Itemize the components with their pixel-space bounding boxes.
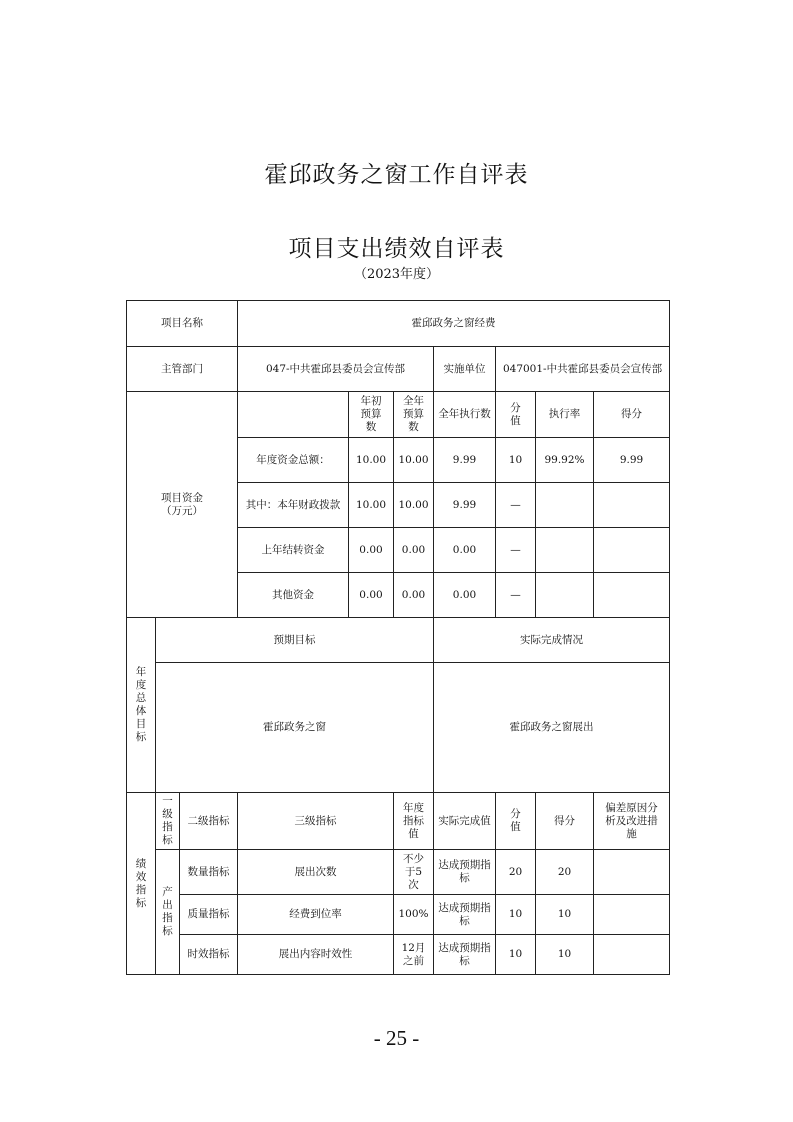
perf-indicator-label-text: 绩 效 指 标	[135, 857, 147, 909]
header-score-weight	[496, 392, 536, 438]
fund-row-full: 0.00	[394, 528, 434, 573]
actual-result-value: 霍邱政务之窗展出	[434, 663, 670, 793]
fund-row-name: 其他资金	[238, 573, 349, 618]
perf-row-actual	[434, 935, 496, 975]
page-number: - 25 -	[373, 1026, 420, 1050]
perf-row-target-text: 不少 于5 次	[403, 852, 424, 891]
perf-row-actual-text: 达成预期指 标	[438, 941, 491, 967]
table-row	[127, 850, 670, 895]
fund-row-weight: —	[496, 483, 536, 528]
header-rate: 执行率	[536, 392, 594, 438]
reason-header-text: 偏差原因分 析及改进措 施	[605, 801, 658, 840]
self-evaluation-table	[126, 300, 670, 975]
level3-header: 三级指标	[238, 793, 394, 850]
perf-row-actual	[434, 850, 496, 895]
perf-row-score: 10	[536, 935, 594, 975]
expected-goal-header: 预期目标	[156, 618, 434, 663]
fund-row-full: 10.00	[394, 483, 434, 528]
perf-row-actual	[434, 895, 496, 935]
table-row	[127, 895, 670, 935]
table-row	[127, 935, 670, 975]
header-initial-budget-text: 年初 预算 数	[360, 395, 382, 433]
fund-row-weight: —	[496, 573, 536, 618]
fund-row-initial: 10.00	[349, 483, 394, 528]
perf-row-weight: 10	[496, 935, 536, 975]
fund-row-exec: 9.99	[434, 483, 496, 528]
perf-row-level2: 质量指标	[180, 895, 238, 935]
document-title: 霍邱政务之窗工作自评表	[264, 162, 529, 188]
fund-row-exec: 9.99	[434, 438, 496, 483]
target-header-text: 年度 指标 值	[403, 801, 424, 840]
level1-header	[156, 793, 180, 850]
perf-indicator-label	[127, 793, 156, 975]
impl-value: 047001-中共霍邱县委员会宣传部	[496, 347, 670, 392]
fund-row-score: 9.99	[594, 438, 670, 483]
fund-row-exec: 0.00	[434, 573, 496, 618]
fund-row-score	[594, 483, 670, 528]
header-exec: 全年执行数	[434, 392, 496, 438]
fund-row-full: 0.00	[394, 573, 434, 618]
project-name-label: 项目名称	[127, 301, 238, 347]
dept-label: 主管部门	[127, 347, 238, 392]
fund-row-rate	[536, 573, 594, 618]
header-full-budget-text: 全年 预算 数	[403, 395, 424, 433]
fund-row-full: 10.00	[394, 438, 434, 483]
dept-value: 047-中共霍邱县委员会宣传部	[238, 347, 434, 392]
perf-row-level3: 经费到位率	[238, 895, 394, 935]
perf-row-actual-text: 达成预期指 标	[438, 901, 491, 927]
perf-row-reason	[594, 935, 670, 975]
fund-row-weight: —	[496, 528, 536, 573]
fund-row-rate	[536, 528, 594, 573]
perf-row-score: 20	[536, 850, 594, 895]
fund-row-exec: 0.00	[434, 528, 496, 573]
year-line: （2023年度）	[353, 267, 440, 282]
output-indicator-label-text: 产 出 指 标	[162, 886, 173, 937]
perf-row-reason	[594, 895, 670, 935]
funds-label	[127, 392, 238, 618]
funds-label-text: 项目资金 （万元）	[161, 491, 203, 517]
form-subtitle: 项目支出绩效自评表	[288, 236, 505, 262]
perf-row-level3: 展出次数	[238, 850, 394, 895]
fund-row-name: 其中：本年财政拨款	[238, 483, 349, 528]
perf-row-level3: 展出内容时效性	[238, 935, 394, 975]
header-score: 得分	[594, 392, 670, 438]
fund-row-name: 年度资金总额：	[238, 438, 349, 483]
perf-row-level2: 时效指标	[180, 935, 238, 975]
perf-row-reason	[594, 850, 670, 895]
header-full-budget	[394, 392, 434, 438]
perf-row-weight: 20	[496, 850, 536, 895]
fund-row-score	[594, 528, 670, 573]
fund-row-initial: 10.00	[349, 438, 394, 483]
actual-result-header: 实际完成情况	[434, 618, 670, 663]
perf-row-target	[394, 850, 434, 895]
perf-row-target	[394, 895, 434, 935]
weight-header-text: 分 值	[510, 808, 521, 833]
perf-row-score: 10	[536, 895, 594, 935]
fund-row-weight: 10	[496, 438, 536, 483]
level1-header-text: 一 级 指 标	[162, 795, 173, 846]
actual-value-header: 实际完成值	[434, 793, 496, 850]
reason-header	[594, 793, 670, 850]
project-name-value: 霍邱政务之窗经费	[238, 301, 670, 347]
annual-goal-label-text: 年 度 总 体 目 标	[135, 666, 147, 743]
funds-header-blank	[238, 392, 349, 438]
perf-row-target-text: 12月 之前	[401, 941, 426, 967]
fund-row-rate: 99.92%	[536, 438, 594, 483]
output-indicator-label	[156, 850, 180, 975]
annual-goal-label	[127, 618, 156, 793]
perf-row-target-text: 100%	[398, 908, 429, 920]
perf-row-actual-text: 达成预期指 标	[438, 859, 491, 884]
fund-row-rate	[536, 483, 594, 528]
perf-row-level2: 数量指标	[180, 850, 238, 895]
fund-row-name: 上年结转资金	[238, 528, 349, 573]
perf-row-target	[394, 935, 434, 975]
header-score-weight-text: 分 值	[510, 401, 521, 427]
fund-row-score	[594, 573, 670, 618]
impl-label: 实施单位	[434, 347, 496, 392]
weight-header	[496, 793, 536, 850]
expected-goal-value: 霍邱政务之窗	[156, 663, 434, 793]
fund-row-initial: 0.00	[349, 573, 394, 618]
header-initial-budget	[349, 392, 394, 438]
fund-row-initial: 0.00	[349, 528, 394, 573]
target-header	[394, 793, 434, 850]
perf-row-weight: 10	[496, 895, 536, 935]
level2-header: 二级指标	[180, 793, 238, 850]
score-header: 得分	[536, 793, 594, 850]
